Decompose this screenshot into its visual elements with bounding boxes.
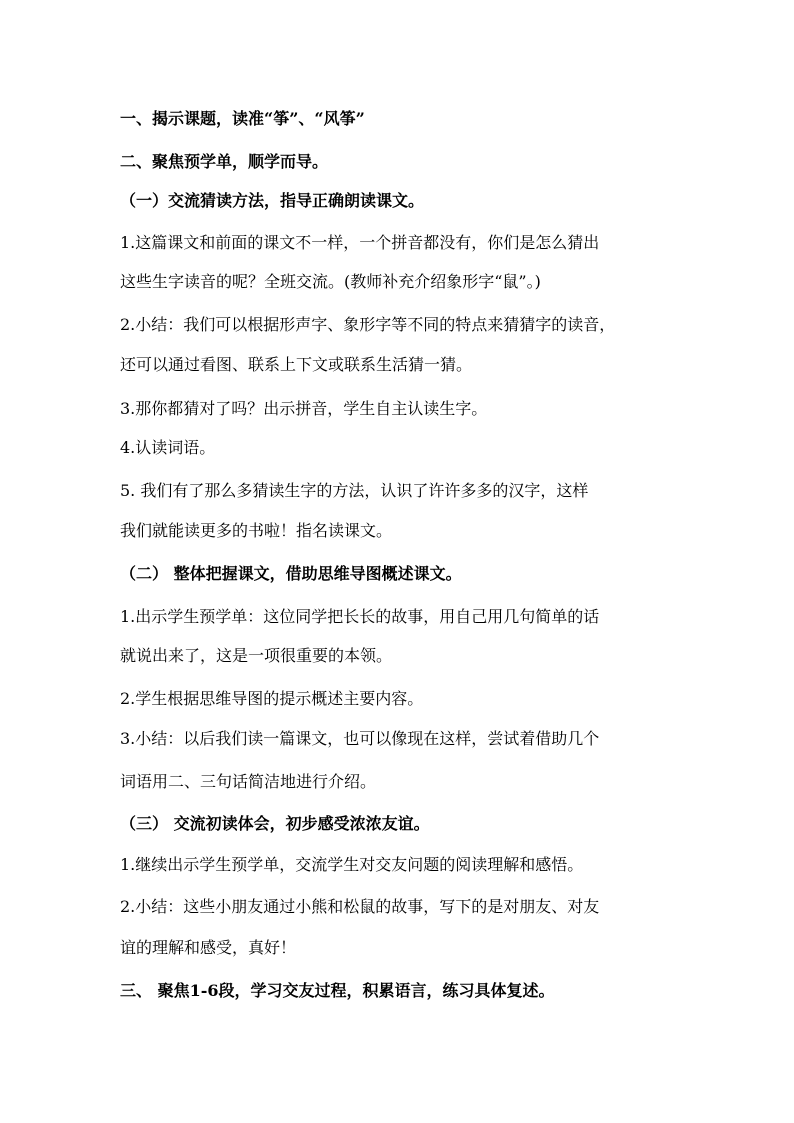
subheading-1: （一）交流猜读方法，指导正确朗读课文。 (120, 191, 425, 210)
paragraph-line: 3.那你都猜对了吗？出示拼音，学生自主认读生字。 (120, 399, 488, 418)
paragraph-line: 1.继续出示学生预学单，交流学生对交友问题的阅读理解和感悟。 (120, 855, 584, 874)
paragraph-line: 2.小结：我们可以根据形声字、象形字等不同的特点来猜猜字的读音， (120, 315, 616, 334)
subheading-2: （二） 整体把握课文，借助思维导图概述课文。 (120, 564, 462, 583)
paragraph-line: 2.学生根据思维导图的提示概述主要内容。 (120, 689, 424, 708)
paragraph-line: 5. 我们有了那么多猜读生字的方法，认识了许许多多的汉字，这样 (120, 481, 589, 500)
paragraph-line: 1.这篇课文和前面的课文不一样，一个拼音都没有，你们是怎么猜出 (120, 233, 600, 252)
paragraph-line: 2.小结：这些小朋友通过小熊和松鼠的故事，写下的是对朋友、对友 (120, 897, 600, 916)
heading-section-2: 二、聚焦预学单，顺学而导。 (120, 152, 329, 171)
paragraph-line: 我们就能读更多的书啦！指名读课文。 (120, 521, 393, 540)
heading-section-1: 一、揭示课题，读准“筝”、“风筝” (120, 109, 365, 128)
paragraph-line: 词语用二、三句话简洁地进行介绍。 (120, 772, 377, 791)
heading-section-3: 三、 聚焦1-6段，学习交友过程，积累语言，练习具体复述。 (120, 981, 555, 1000)
paragraph-line: 这些生字读音的呢？全班交流。(教师补充介绍象形字“鼠”。) (120, 272, 541, 291)
paragraph-line: 谊的理解和感受，真好！ (120, 938, 297, 957)
paragraph-line: 1.出示学生预学单：这位同学把长长的故事，用自己用几句简单的话 (120, 607, 600, 626)
subheading-3: （三） 交流初读体会，初步感受浓浓友谊。 (120, 814, 430, 833)
paragraph-line: 3.小结：以后我们读一篇课文，也可以像现在这样，尝试着借助几个 (120, 729, 600, 748)
paragraph-line: 就说出来了，这是一项很重要的本领。 (120, 646, 393, 665)
paragraph-line: 4.认读词语。 (120, 438, 216, 457)
paragraph-line: 还可以通过看图、联系上下文或联系生活猜一猜。 (120, 355, 473, 374)
